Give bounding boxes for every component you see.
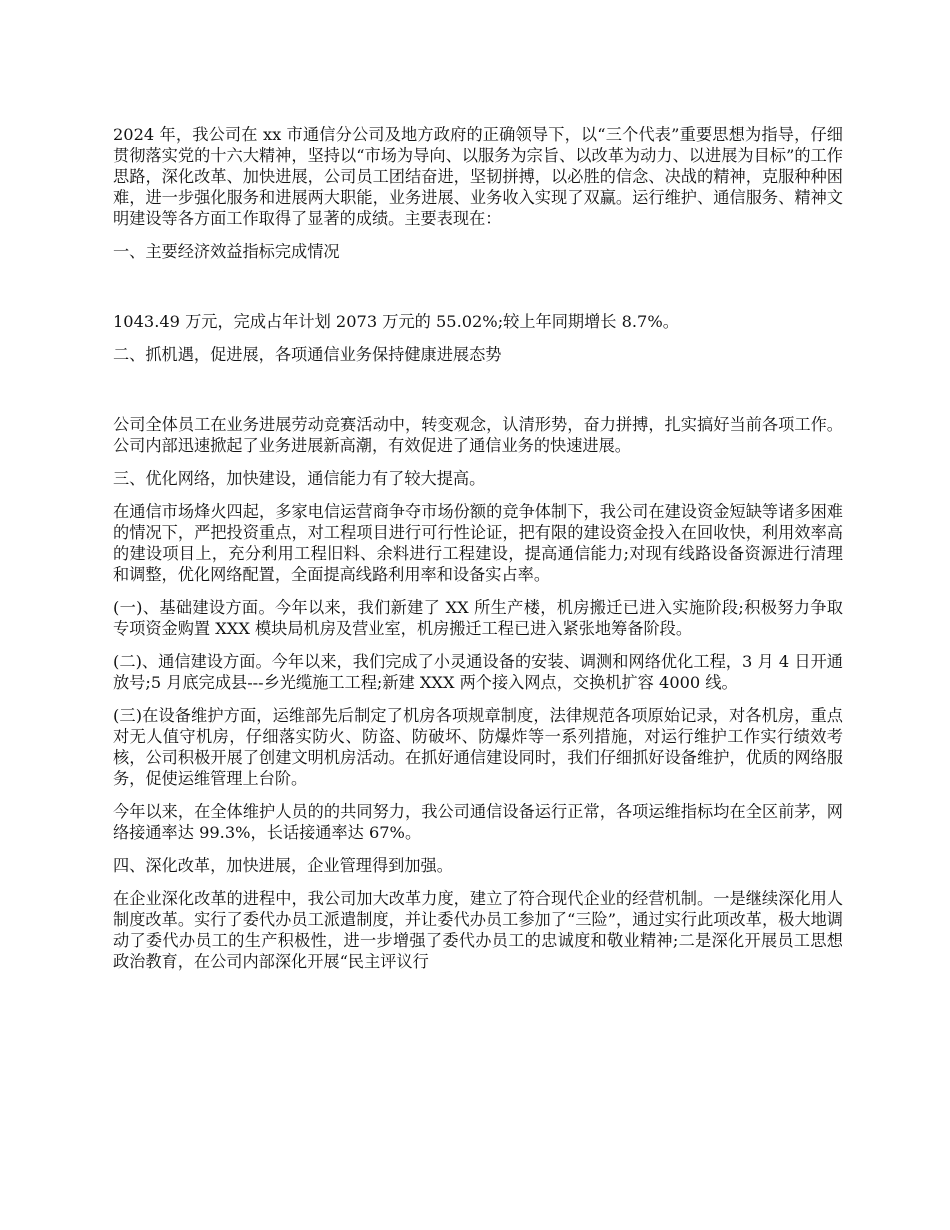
revenue-paragraph: 1043.49 万元，完成占年计划 2073 万元的 55.02%;较上年同期增长 8.7%。 [113, 312, 679, 331]
intro-paragraph: 2024 年，我公司在 xx 市通信分公司及地方政府的正确领导下，以“三个代表”重要思想为指导，仔细贯彻落实党的十六大精神，坚持以“市场为导向、以服务为宗旨、以改革为动力、以进展为目标”的工作思路，深化改革、加快进展，公司员工团结奋进，坚韧拼搏，以必胜的信念、决战的精神，克服种种困难，进一步强化服务和进展两大职能，业务进展、业务收入实现了双赢。运行维护、通信服务、精神文明建设等各方面工作取得了显著的成绩。主要表现在： [113, 125, 843, 228]
reform-paragraph: 在企业深化改革的进程中，我公司加大改革力度，建立了符合现代企业的经营机制。一是继续深化用人制度改革。实行了委代办员工派遣制度，并让委代办员工参加了“三险”，通过实行此项改革，极大地调动了委代办员工的生产积极性，进一步增强了委代办员工的忠诚度和敬业精神;二是深化开展员工思想政治教育，在公司内部深化开展“民主评议行 [113, 889, 843, 971]
section-heading-2: 二、抓机遇，促进展，各项通信业务保持健康进展态势 [113, 345, 502, 364]
section-heading-1: 一、主要经济效益指标完成情况 [113, 242, 340, 261]
network-paragraph: 在通信市场烽火四起，多家电信运营商争夺市场份额的竞争体制下，我公司在建设资金短缺等诸多困难的情况下，严把投资重点，对工程项目进行可行性论证，把有限的建设资金投入在回收快，利用效率高的建设项目上，充分利用工程旧料、余料进行工程建设，提高通信能力;对现有线路设备资源进行清理和调整，优化网络配置，全面提高线路利用率和设备实占率。 [113, 502, 843, 584]
telecom-construction-paragraph: (二)、通信建设方面。今年以来，我们完成了小灵通设备的安装、调测和网络优化工程，3 月 4 日开通放号;5 月底完成县---乡光缆施工工程;新建 XXX 两个接入网点，交换机扩容 4000 线。 [113, 652, 843, 692]
section-heading-3: 三、优化网络，加快建设，通信能力有了较大提高。 [113, 469, 486, 488]
business-paragraph: 公司全体员工在业务进展劳动竞赛活动中，转变观念，认清形势，奋力拼搏，扎实搞好当前各项工作。公司内部迅速掀起了业务进展新高潮，有效促进了通信业务的快速进展。 [113, 415, 843, 455]
blank-gap [113, 274, 843, 311]
section-heading-4: 四、深化改革，加快进展，企业管理得到加强。 [113, 856, 453, 875]
document-body [113, 124, 843, 984]
maintenance-paragraph: (三)在设备维护方面，运维部先后制定了机房各项规章制度，法律规范各项原始记录，对各机房，重点对无人值守机房，仔细落实防火、防盗、防破坏、防爆炸等一系列措施，对运行维护工作实行绩效考核，公司积极开展了创建文明机房活动。在抓好通信建设同时，我们仔细抓好设备维护，优质的网络服务，促使运维管理上台阶。 [113, 706, 843, 788]
operations-paragraph: 今年以来，在全体维护人员的的共同努力，我公司通信设备运行正常，各项运维指标均在全区前茅，网络接通率达 99.3%，长话接通率达 67%。 [113, 802, 843, 842]
infrastructure-paragraph: (一)、基础建设方面。今年以来，我们新建了 XX 所生产楼，机房搬迁已进入实施阶段;积极努力争取专项资金购置 XXX 模块局机房及营业室，机房搬迁工程已进入紧张地筹备阶段。 [113, 598, 843, 638]
blank-gap [113, 377, 843, 414]
